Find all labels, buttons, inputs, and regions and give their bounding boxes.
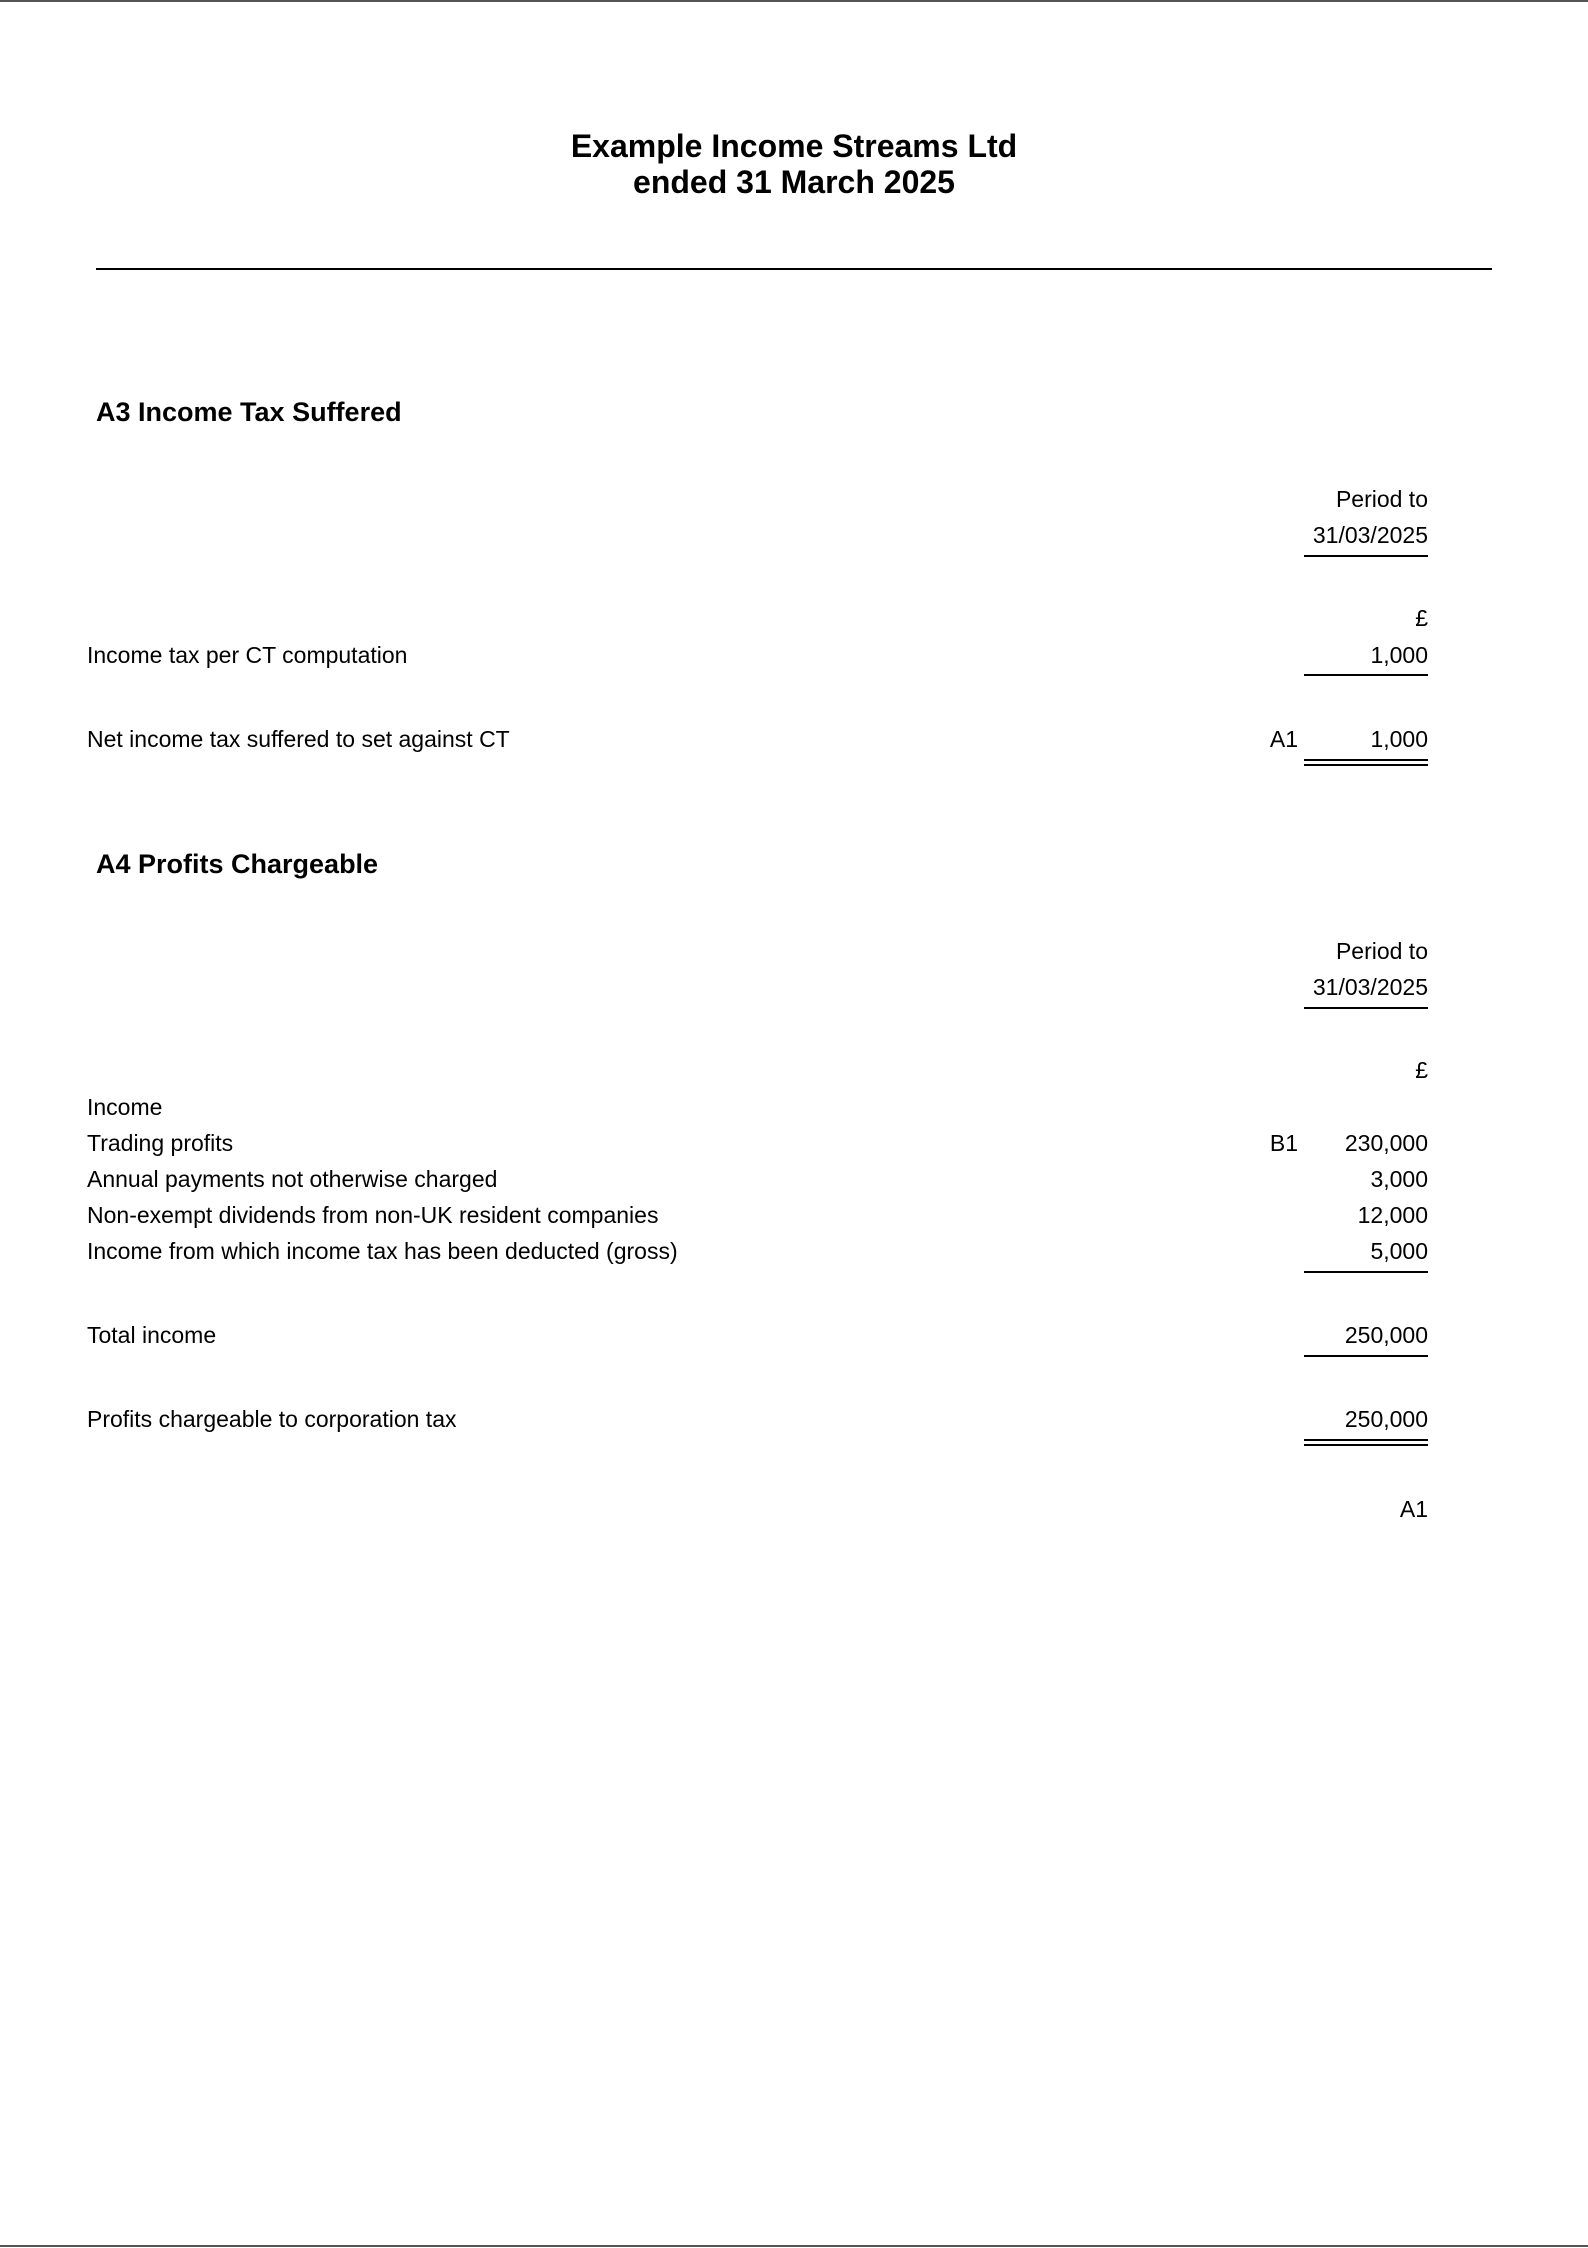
a3-net-amount: 1,000: [1370, 726, 1428, 752]
a4-income-row-amount: 12,000: [1357, 1202, 1428, 1228]
a4-profits-chargeable-label: Profits chargeable to corporation tax: [87, 1406, 457, 1432]
a4-column-header-period-label: Period to: [1335, 938, 1428, 964]
a3-subtotal-underline: [1304, 674, 1428, 676]
section-title-a4: A4 Profits Chargeable: [96, 849, 379, 879]
a4-income-row-label: Trading profits: [87, 1130, 234, 1156]
a4-currency-symbol: £: [1415, 1057, 1428, 1083]
a3-row-label: Income tax per CT computation: [87, 642, 408, 668]
period-ended: ended 31 March 2025: [633, 164, 955, 200]
header-divider: [96, 268, 1492, 270]
a3-row-amount: 1,000: [1370, 642, 1428, 668]
a4-income-row-note-ref: B1: [1269, 1130, 1298, 1156]
a4-income-row-label: Non-exempt dividends from non-UK resident companies: [87, 1202, 659, 1228]
a4-income-row-amount: 3,000: [1370, 1166, 1428, 1192]
a3-net-label: Net income tax suffered to set against CT: [87, 726, 510, 752]
a4-income-subtotal-underline: [1304, 1271, 1428, 1273]
a4-income-row-amount: 230,000: [1344, 1130, 1428, 1156]
a4-total-income-amount: 250,000: [1344, 1322, 1428, 1348]
page-top-edge: [0, 0, 1588, 2]
document-header: [0, 128, 1588, 200]
a3-currency-symbol: £: [1415, 605, 1428, 631]
a4-income-heading: Income: [87, 1094, 163, 1120]
a4-profits-chargeable-amount: 250,000: [1344, 1406, 1428, 1432]
a4-cross-reference: A1: [1399, 1496, 1428, 1522]
a4-total-double-underline: [1304, 1439, 1428, 1446]
a4-income-row-label: Annual payments not otherwise charged: [87, 1166, 498, 1192]
page-bottom-edge: [0, 2245, 1588, 2247]
a4-income-row-amount: 5,000: [1370, 1238, 1428, 1264]
a4-total-income-underline: [1304, 1355, 1428, 1357]
a3-total-double-underline: [1304, 759, 1428, 766]
company-name: Example Income Streams Ltd: [570, 128, 1018, 164]
a4-total-income-label: Total income: [87, 1322, 217, 1348]
a4-column-header-underline: [1304, 1007, 1428, 1009]
a4-income-row-label: Income from which income tax has been deducted (gross): [87, 1238, 678, 1264]
section-title-a3: A3 Income Tax Suffered: [96, 397, 402, 427]
a4-column-header-period-date: 31/03/2025: [1312, 974, 1428, 1000]
a3-column-header-period-date: 31/03/2025: [1312, 522, 1428, 548]
a3-column-header-underline: [1304, 555, 1428, 557]
a3-net-note-ref: A1: [1269, 726, 1298, 752]
a3-column-header-period-label: Period to: [1335, 486, 1428, 512]
